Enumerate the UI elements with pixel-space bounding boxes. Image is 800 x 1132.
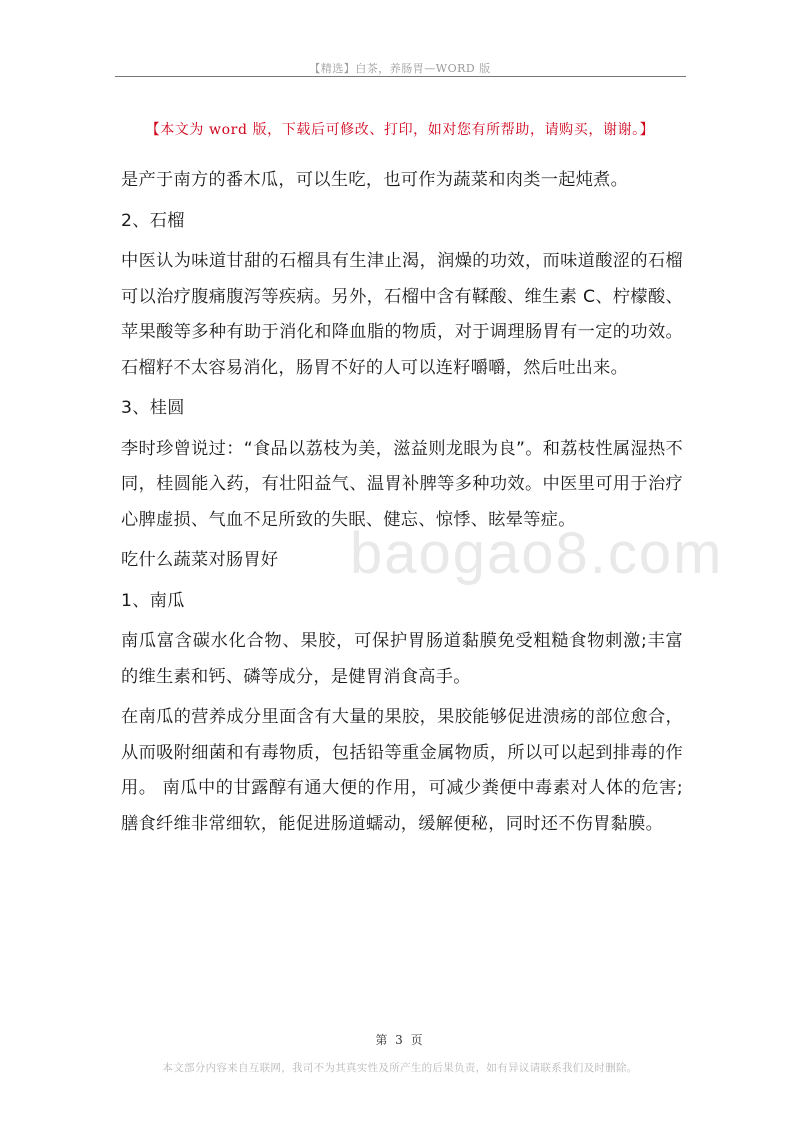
page-header-title: 【精选】白茶，养肠胃—WORD 版 — [309, 62, 491, 75]
document-body — [121, 163, 683, 847]
watermark: baogao8.com — [350, 521, 724, 586]
paragraph: 南瓜富含碳水化合物、果胶，可保护胃肠道黏膜免受粗糙食物刺激;丰富的维生素和钙、磷等成分，是健胃消食高手。 — [121, 631, 683, 687]
footer-disclaimer: 本文部分内容来自互联网，我司不为其真实性及所产生的后果负责，如有异议请联系我们及时删除。 — [162, 1062, 638, 1074]
paragraph: 李时珍曾说过：“食品以荔枝为美，滋益则龙眼为良”。和荔枝性属湿热不同，桂圆能入药，有壮阳益气、温胃补脾等多种功效。中医里可用于治疗心脾虚损、气血不足所致的失眠、健忘、惊悸、眩晕等症。 — [121, 438, 683, 530]
section-heading: 吃什么蔬菜对肠胃好 — [121, 550, 279, 570]
header-divider — [115, 76, 686, 77]
paragraph: 在南瓜的营养成分里面含有大量的果胶，果胶能够促进溃疡的部位愈合，从而吸附细菌和有毒物质，包括铅等重金属物质，所以可以起到排毒的作用。 南瓜中的甘露醇有通大便的作用，可减少粪便中毒素对人体的危害;膳食纤维非常细软，能促进肠道蠕动，缓解便秘，同时还不伤胃黏膜。 — [121, 707, 683, 834]
section-heading: 2、石榴 — [121, 210, 185, 231]
section-heading: 1、南瓜 — [121, 590, 185, 611]
paragraph: 中医认为味道甘甜的石榴具有生津止渴，润燥的功效，而味道酸涩的石榴可以治疗腹痛腹泻等疾病。另外，石榴中含有鞣酸、维生素 C、柠檬酸、苹果酸等多种有助于消化和降血脂的物质，对于调理肠胃有一定的功效。石榴籽不太容易消化，肠胃不好的人可以连籽嚼嚼，然后吐出来。 — [121, 251, 683, 378]
download-notice: 【本文为 word 版，下载后可修改、打印，如对您有所帮助，请购买，谢谢。】 — [145, 122, 655, 138]
section-heading: 3、桂圆 — [121, 398, 185, 418]
page-number: 第 3 页 — [375, 1033, 425, 1047]
paragraph: 是产于南方的番木瓜，可以生吃，也可作为蔬菜和肉类一起炖煮。 — [121, 170, 629, 190]
